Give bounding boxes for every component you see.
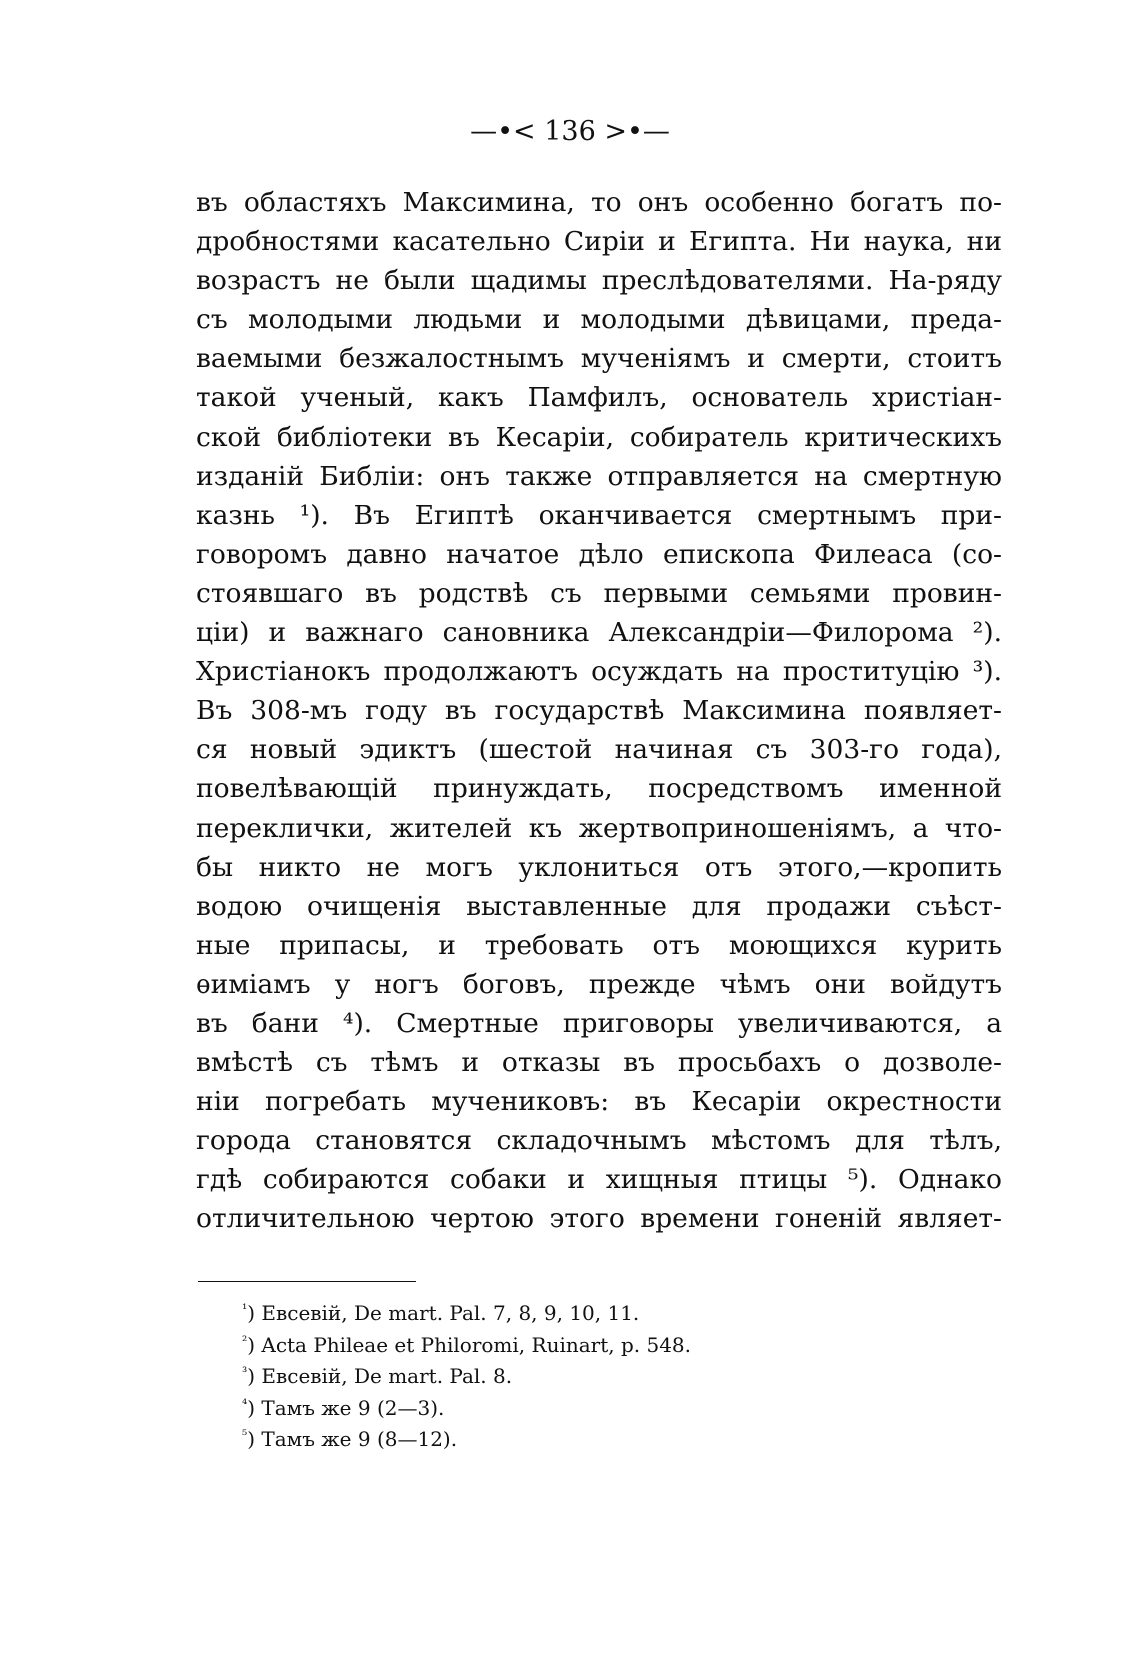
footnote-text: ) Acta Phileae et Philoromi, Ruinart, p. 548.	[247, 1332, 692, 1357]
page-number-header: —•< 136 >•—	[470, 116, 670, 147]
footnote-marker: ³	[242, 1365, 248, 1381]
text-line: въ бани ⁴). Смертные приговоры увеличиваются, а	[196, 1007, 1002, 1039]
text-line: переклички, жителей къ жертвоприношеніямъ, а что-	[196, 812, 1002, 844]
footnote-marker: ⁵	[242, 1428, 248, 1444]
text-line: повелѣвающій принуждать, посредствомъ именной	[196, 773, 1002, 805]
footnote-marker: ¹	[242, 1302, 248, 1317]
text-line: ные припасы, и требовать отъ моющихся курить	[196, 929, 1002, 961]
footnote-text: ) Евсевій, De mart. Pal. 8.	[247, 1364, 513, 1389]
footnote-item	[242, 1420, 942, 1452]
footnotes	[242, 1294, 942, 1452]
text-line: ся новый эдиктъ (шестой начиная съ 303-го года),	[196, 734, 1002, 766]
text-line: ской библіотеки въ Кесаріи, собиратель критическихъ	[196, 421, 1002, 453]
footnote-item	[242, 1389, 942, 1421]
text-line: изданій Библіи: онъ также отправляется на смертную	[196, 460, 1002, 492]
text-line: Въ 308-мъ году въ государствѣ Максимина появляет-	[196, 695, 1002, 727]
footnote-text: ) Евсевій, De mart. Pal. 7, 8, 9, 10, 11.	[247, 1301, 640, 1325]
footnote-text: ) Тамъ же 9 (2—3).	[247, 1395, 445, 1420]
text-line: ѳиміамъ у ногъ боговъ, прежде чѣмъ они войдутъ	[196, 968, 1002, 1000]
text-line: гдѣ собираются собаки и хищныя птицы ⁵). Однако	[196, 1164, 1002, 1196]
text-line: бы никто не могъ уклониться отъ этого,—кропить	[196, 851, 1002, 883]
footnote-item	[242, 1294, 942, 1326]
text-line: ніи погребать мучениковъ: въ Кесаріи окрестности	[196, 1086, 1002, 1118]
footnote-marker: ⁴	[242, 1396, 248, 1412]
text-line: говоромъ давно начатое дѣло епископа Филеаса (со-	[196, 538, 1002, 570]
footnote-text: ) Тамъ же 9 (8—12).	[247, 1427, 458, 1452]
footnote-item	[242, 1357, 942, 1389]
text-line: въ областяхъ Максимина, то онъ особенно богатъ по-	[196, 187, 1002, 218]
text-line: съ молодыми людьми и молодыми дѣвицами, преда-	[196, 304, 1002, 336]
text-line: водою очищенія выставленные для продажи съѣст-	[196, 890, 1002, 922]
text-line: города становятся складочнымъ мѣстомъ для тѣлъ,	[196, 1125, 1002, 1157]
text-line: возрастъ не были щадимы преслѣдователями. На-ряду	[196, 265, 1002, 297]
footnote-marker: ²	[242, 1333, 248, 1349]
footnote-divider	[198, 1281, 416, 1282]
text-line: такой ученый, какъ Памфилъ, основатель христіан-	[196, 382, 1002, 414]
text-line: ціи) и важнаго сановника Александріи—Филорома ²).	[196, 617, 1002, 649]
text-line: стоявшаго въ родствѣ съ первыми семьями провин-	[196, 577, 1002, 609]
footnote-item	[242, 1326, 942, 1358]
text-line: отличительною чертою этого времени гоненій являет-	[196, 1203, 1002, 1235]
text-line: дробностями касательно Сиріи и Египта. Ни наука, ни	[196, 226, 1002, 258]
text-line: Христіанокъ продолжаютъ осуждать на проституцію ³).	[196, 656, 1002, 688]
main-text	[196, 183, 1002, 1239]
text-line: казнь ¹). Въ Египтѣ оканчивается смертнымъ при-	[196, 499, 1002, 531]
text-line: вмѣстѣ съ тѣмъ и отказы въ просьбахъ о дозволе-	[196, 1047, 1002, 1079]
text-line: ваемыми безжалостнымъ мученіямъ и смерти, стоитъ	[196, 343, 1002, 375]
